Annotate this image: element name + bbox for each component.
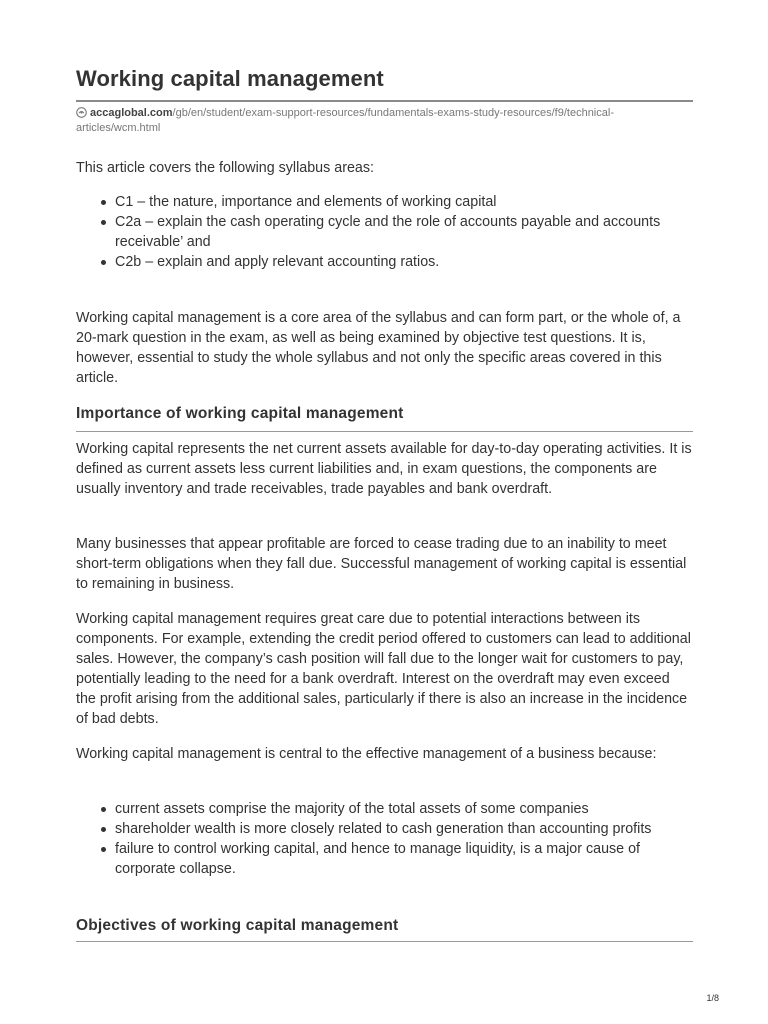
- list-item-text: C1 – the nature, importance and elements of working capital: [115, 194, 497, 210]
- list-item: [76, 212, 693, 252]
- source-domain[interactable]: accaglobal.com: [90, 107, 173, 119]
- title-divider: [76, 100, 693, 102]
- paragraph-interactions: Working capital management requires great care due to potential interactions between its components. For example, extending the credit period offered to customers can lead to additional sales. However, the company’s cash position will fall due to the longer wait for customers to pay, potentially leading to the need for a bank overdraft. Interest on the overdraft may even exceed the profit arising from the additional sales, particularly if there is also an increase in the incidence of bad debts.: [76, 611, 691, 727]
- bullet-dot: [101, 827, 106, 832]
- list-item-text: failure to control working capital, and hence to manage liquidity, is a major cause of corporate collapse.: [115, 841, 641, 877]
- intro-text: This article covers the following syllabus areas:: [76, 160, 374, 176]
- section-divider: [76, 941, 693, 942]
- page-title: Working capital management: [76, 66, 384, 91]
- list-item-text: current assets comprise the majority of the total assets of some companies: [115, 801, 589, 817]
- bullet-dot: [101, 847, 106, 852]
- paragraph-central: Working capital management is central to the effective management of a business because:: [76, 746, 657, 762]
- bullet-dot: [101, 260, 106, 265]
- section-heading-importance: Importance of working capital management: [76, 405, 404, 422]
- paragraph-intro-scope: Working capital management is a core area of the syllabus and can form part, or the whole of, a 20-mark question in the exam, as well as being examined by objective test questions. It is, however, essential to study the whole syllabus and not only the specific areas covered in this article.: [76, 310, 681, 386]
- list-item: [76, 192, 693, 212]
- source-url[interactable]: [76, 106, 676, 136]
- paragraph-definition: Working capital represents the net current assets available for day-to-day operating activities. It is defined as current assets less current liabilities and, in exam questions, the components are usually inventory and trade receivables, trade payables and bank overdraft.: [76, 441, 692, 497]
- list-item: [76, 839, 693, 879]
- paragraph-liquidity: Many businesses that appear profitable are forced to cease trading due to an inability to meet short-term obligations when they fall due. Successful management of working capital is essential to remaining in business.: [76, 536, 687, 592]
- list-item-text: shareholder wealth is more closely related to cash generation than accounting profits: [115, 821, 652, 837]
- page-number: 1/8: [706, 993, 719, 1003]
- bullet-dot: [101, 200, 106, 205]
- syllabus-list: [76, 192, 693, 272]
- list-item-text: C2b – explain and apply relevant accounting ratios.: [115, 254, 440, 270]
- globe-link-icon: [76, 107, 87, 118]
- list-item: [76, 799, 693, 819]
- reasons-list: [76, 799, 693, 879]
- list-item: [76, 252, 693, 272]
- section-heading-objectives: Objectives of working capital management: [76, 917, 399, 934]
- list-item: [76, 819, 693, 839]
- bullet-dot: [101, 807, 106, 812]
- source-path[interactable]: /gb/en/student/exam-support-resources/fundamentals-exams-study-resources/f9/technical-articles/wcm.html: [76, 107, 614, 134]
- list-item-text: C2a – explain the cash operating cycle and the role of accounts payable and accounts receivable’ and: [115, 214, 661, 250]
- section-divider: [76, 431, 693, 432]
- bullet-dot: [101, 220, 106, 225]
